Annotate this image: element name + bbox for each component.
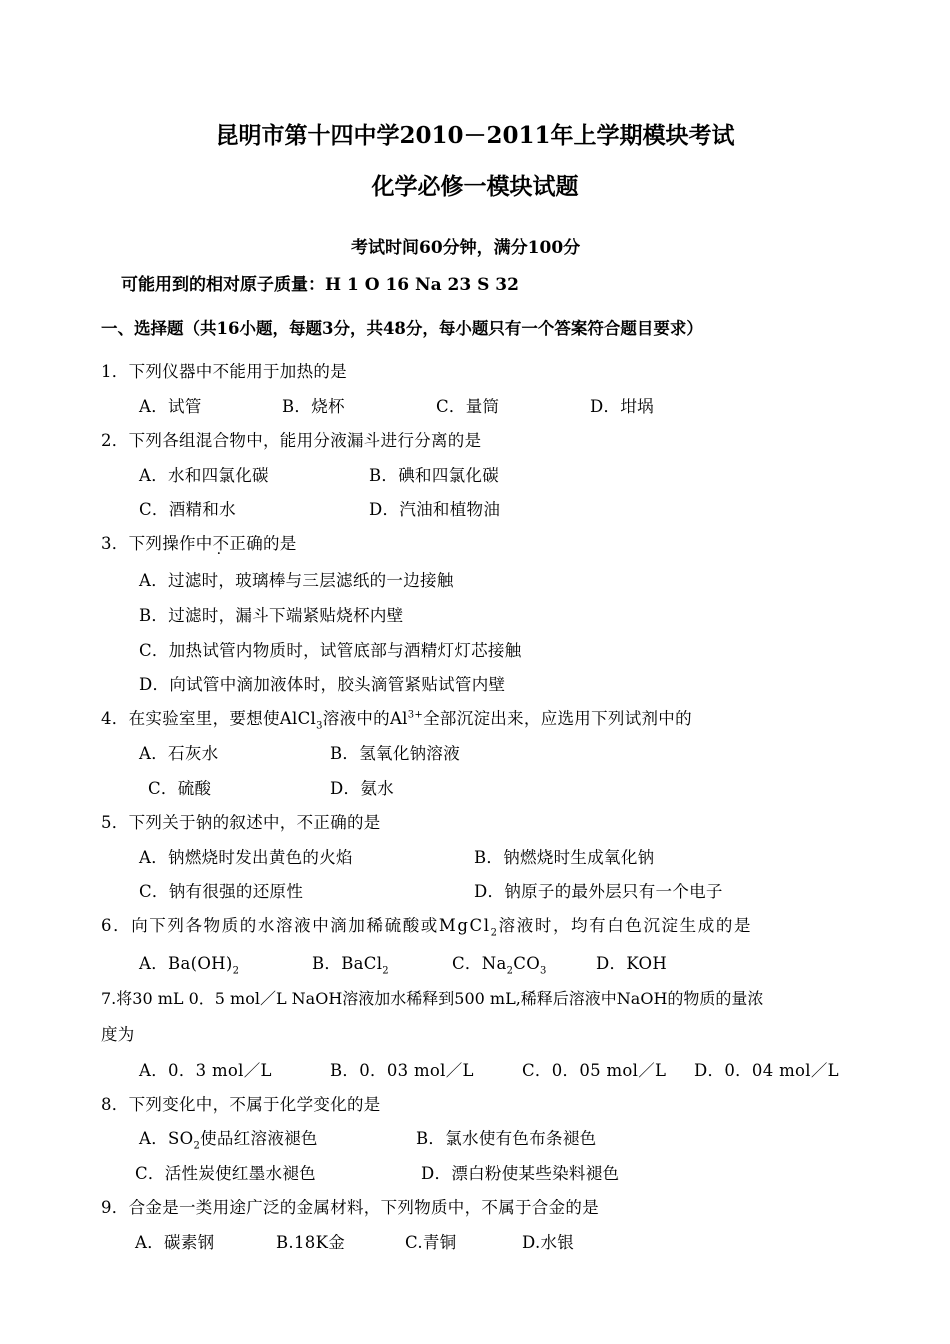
- option-b: B．氢氧化钠溶液: [330, 744, 461, 763]
- option-c: C．钠有很强的还原性: [139, 882, 304, 901]
- option-c: C．量筒: [436, 397, 500, 416]
- option-d: D．KOH: [596, 954, 668, 973]
- option-b: B．烧杯: [282, 397, 345, 416]
- option-b: B．氯水使有色布条褪色: [416, 1129, 597, 1148]
- option-d: D．0．04 mol／L: [694, 1061, 839, 1080]
- option-a: A．钠燃烧时发出黄色的火焰: [139, 848, 353, 867]
- question-stem: 7.将30 mL 0．5 mol／L NaOH溶液加水稀释到500 mL,稀释后溶液中NaOH的物质的量浓: [101, 989, 764, 1008]
- option-c: C．硫酸: [148, 779, 212, 798]
- question-stem: 5．下列关于钠的叙述中，不正确的是: [101, 813, 381, 832]
- question-stem: 4．在实验室里，要想使AlCl$_3$溶液中的$Al^{3+}$全部沉淀出来，应选用下列试剂中的: [101, 709, 692, 732]
- option-a: A．水和四氯化碳: [139, 466, 269, 485]
- option-a: A．$Ba(OH)_2$: [139, 954, 240, 977]
- option-c: C．加热试管内物质时，试管底部与酒精灯灯芯接触: [139, 641, 522, 660]
- option-a: A．石灰水: [139, 744, 219, 763]
- option-d: D．钠原子的最外层只有一个电子: [474, 882, 723, 901]
- question-stem: 8．下列变化中，不属于化学变化的是: [101, 1095, 381, 1114]
- exam-subtitle: 化学必修一模块试题: [371, 173, 579, 200]
- option-d: D．漂白粉使某些染料褪色: [421, 1164, 620, 1183]
- option-a: A．试管: [139, 397, 202, 416]
- option-c: C．酒精和水: [139, 500, 236, 519]
- question-stem: 9．合金是一类用途广泛的金属材料，下列物质中，不属于合金的是: [101, 1198, 599, 1217]
- option-c: C．0．05 mol／L: [522, 1061, 667, 1080]
- exam-title: 昆明市第十四中学2010－2011年上学期模块考试: [215, 122, 735, 149]
- option-b: B．钠燃烧时生成氧化钠: [474, 848, 655, 867]
- option-b: B．碘和四氯化碳: [369, 466, 500, 485]
- option-a: A．碳素钢: [135, 1233, 215, 1252]
- emphasis-mark: 不: [212, 534, 230, 553]
- option-d: D．坩埚: [590, 397, 654, 416]
- question-stem: 3．下列操作中不正确的是: [101, 534, 297, 553]
- option-c: C．$Na_2CO_3$: [452, 954, 547, 977]
- option-d: D.水银: [522, 1233, 575, 1252]
- option-c: C.青铜: [405, 1233, 457, 1252]
- option-d: D．氨水: [330, 779, 394, 798]
- exam-info: 考试时间60分钟，满分100分: [351, 238, 581, 258]
- option-c: C．活性炭使红墨水褪色: [135, 1164, 316, 1183]
- option-a: A．过滤时，玻璃棒与三层滤纸的一边接触: [139, 571, 454, 590]
- question-stem-cont: 度为: [101, 1025, 135, 1044]
- option-d: D．汽油和植物油: [369, 500, 501, 519]
- option-a: A．0．3 mol／L: [139, 1061, 272, 1080]
- option-d: D．向试管中滴加液体时，胶头滴管紧贴试管内壁: [139, 675, 506, 694]
- option-b: B.18K金: [276, 1233, 345, 1252]
- option-b: B．0．03 mol／L: [330, 1061, 474, 1080]
- question-stem: 2．下列各组混合物中，能用分液漏斗进行分离的是: [101, 431, 482, 450]
- option-a: A．$SO_2$使品红溶液褪色: [139, 1129, 318, 1152]
- section-heading: 一、选择题（共16小题，每题3分，共48分，每小题只有一个答案符合题目要求）: [101, 319, 703, 338]
- option-b: B．过滤时，漏斗下端紧贴烧杯内壁: [139, 606, 404, 625]
- question-stem: 6．向下列各物质的水溶液中滴加稀硫酸或MgCl$_2$溶液时，均有白色沉淀生成的是: [101, 916, 753, 939]
- atomic-mass-note: 可能用到的相对原子质量：H 1 O 16 Na 23 S 32: [121, 275, 519, 295]
- option-b: B．BaCl$_2$: [312, 954, 389, 977]
- question-stem: 1．下列仪器中不能用于加热的是: [101, 362, 347, 381]
